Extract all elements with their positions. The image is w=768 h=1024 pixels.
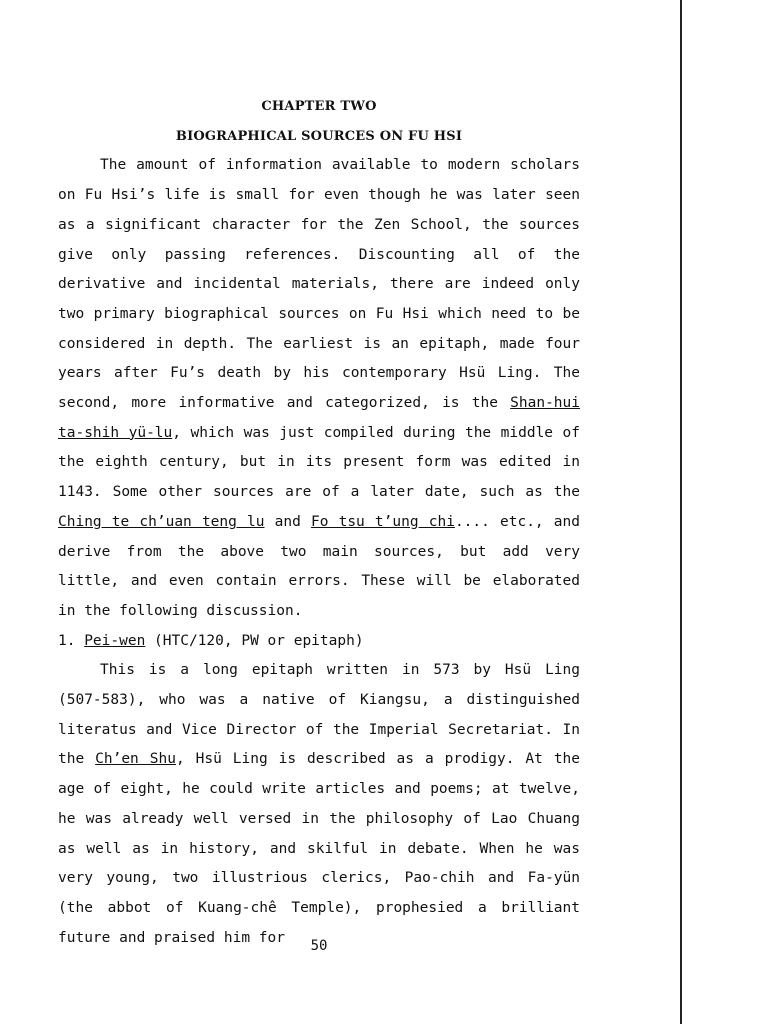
paragraph-1-text-a: The amount of information available to modern scholars on Fu Hsi’s life is small for even though he was later seen as a significant character for the Zen School, the sources give only passing references. Discounting all of the derivative and incidental materials, there are indeed only two primary biographical sources on Fu Hsi which need to be considered in depth. The earliest is an epitaph, made four years after Fu’s death by his contemporary Hsü Ling. The second, more informative and categorized, is the <box>58 157 580 412</box>
page-number: 50 <box>310 938 328 954</box>
section-title: Pei-wen <box>84 632 146 649</box>
book-title-chen-shu: Ch’en Shu <box>95 751 176 768</box>
paragraph-2 <box>58 656 580 953</box>
book-title-fo-tsu: Fo tsu t’ung chi <box>310 513 455 530</box>
document-page <box>58 92 580 953</box>
paragraph-1 <box>58 151 580 626</box>
book-title-shan-hui: Shan-hui ta-shih yü-lu <box>58 395 580 441</box>
paragraph-1-text-b: , which was just compiled during the middle of the eighth century, but in its present form was edited in 1143. Some other sources are of a later date, such as the <box>58 424 580 501</box>
paragraph-1-text-c: and <box>264 513 311 530</box>
section-number: 1. <box>58 632 85 649</box>
book-title-ching-te: Ching te ch’uan teng lu <box>58 513 265 530</box>
section-heading-1 <box>58 627 580 657</box>
chapter-label: CHAPTER TWO <box>261 99 377 114</box>
page-edge-line <box>680 0 682 1024</box>
paragraph-2-text-b: , Hsü Ling is described as a prodigy. At the age of eight, he could write articles and poems; at twelve, he was already well versed in the philosophy of Lao Chuang as well as in history, and skilful in debate. When he was very young, two illustrious clerics, Pao-chih and Fa-yün (the abbot of Kuang-chê Temple), prophesied a brilliant future and praised him for <box>58 751 581 946</box>
paragraph-2-text-a: This is a long epitaph written in 573 by Hsü Ling (507-583), who was a native of Kiangsu, a distinguished literatus and Vice Director of the Imperial Secretariat. In the <box>58 662 580 768</box>
section-subtitle: (HTC/120, PW or epitaph) <box>145 632 364 649</box>
paragraph-1-text-d: .... etc., and derive from the above two main sources, but add very little, and even contain errors. These will be elaborated in the following discussion. <box>58 513 580 619</box>
chapter-title: BIOGRAPHICAL SOURCES ON FU HSI <box>175 128 463 144</box>
